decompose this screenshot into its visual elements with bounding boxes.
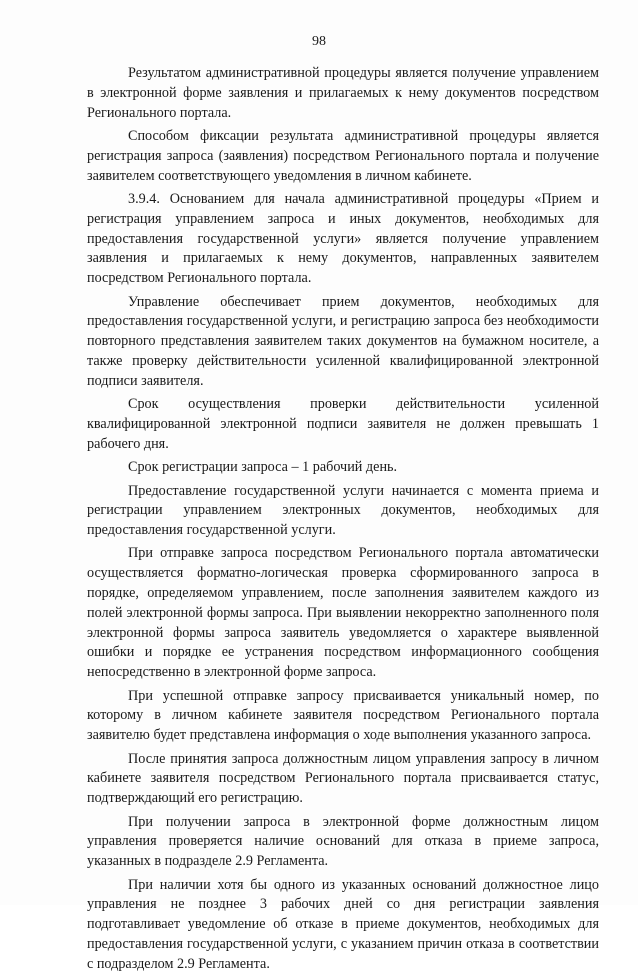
paragraph-12: При наличии хотя бы одного из указанных оснований должностное лицо управления не позднее 3 рабочих дней со дня регистрации заявления подготавливает уведомление об отказе в приеме документов, необходимых для предоставления государственной услуги, с указанием причин отказа в соответствии с подразделом 2.9 Регламента. <box>87 876 599 972</box>
paragraph-10: После принятия запроса должностным лицом управления запросу в личном кабинете заявителя посредством Регионального портала присваивается статус, подтверждающий его регистрацию. <box>87 750 599 807</box>
paragraph-3: 3.9.4. Основанием для начала административной процедуры «Прием и регистрация управлением запроса и иных документов, необходимых для предоставления государственной услуги» является получение управлением заявления и прилагаемых к нему документов, направленных заявителем посредством Регионального портала. <box>87 190 599 287</box>
paragraph-6: Срок регистрации запроса – 1 рабочий день. <box>128 459 398 476</box>
paragraph-7: Предоставление государственной услуги начинается с момента приема и регистрации управлением электронных документов, необходимых для предоставления государственной услуги. <box>87 482 599 539</box>
paragraph-1: Результатом административной процедуры является получение управлением в электронной форме заявления и прилагаемых к нему документов посредством Регионального портала. <box>87 65 599 121</box>
paragraph-5: Срок осуществления проверки действительности усиленной квалифицированной электронной подписи заявителя не должен превышать 1 рабочего дня. <box>87 396 599 452</box>
document-body <box>87 64 599 975</box>
paragraph-4: Управление обеспечивает прием документов, необходимых для предоставления государственной услуги, и регистрацию запроса без необходимости повторного представления заявителем таких документов на бумажном носителе, а также проверку действительности усиленной квалифицированной электронной подписи заявителя. <box>87 293 599 389</box>
paragraph-9: При успешной отправке запросу присваивается уникальный номер, по которому в личном кабинете заявителя посредством Регионального портала заявителю будет представлена информация о ходе выполнения указанного запроса. <box>87 687 599 744</box>
paragraph-8: При отправке запроса посредством Регионального портала автоматически осуществляется форматно-логическая проверка сформированного запроса в порядке, определяемом управлением, после заполнения заявителем каждого из полей электронной формы запроса. При выявлении некорректно заполненного поля электронной формы запроса заявитель уведомляется о характере выявленной ошибки и порядке ее устранения посредством информационного сообщения непосредственно в электронной форме запроса. <box>87 545 599 681</box>
paragraph-2: Способом фиксации результата административной процедуры является регистрация запроса (заявления) посредством Регионального портала и получение заявителем соответствующего уведомления в личном кабинете. <box>87 127 599 184</box>
page-number: 98 <box>312 34 326 49</box>
paragraph-11: При получении запроса в электронной форме должностным лицом управления проверяется наличие оснований для отказа в приеме запроса, указанных в подразделе 2.9 Регламента. <box>87 813 599 870</box>
